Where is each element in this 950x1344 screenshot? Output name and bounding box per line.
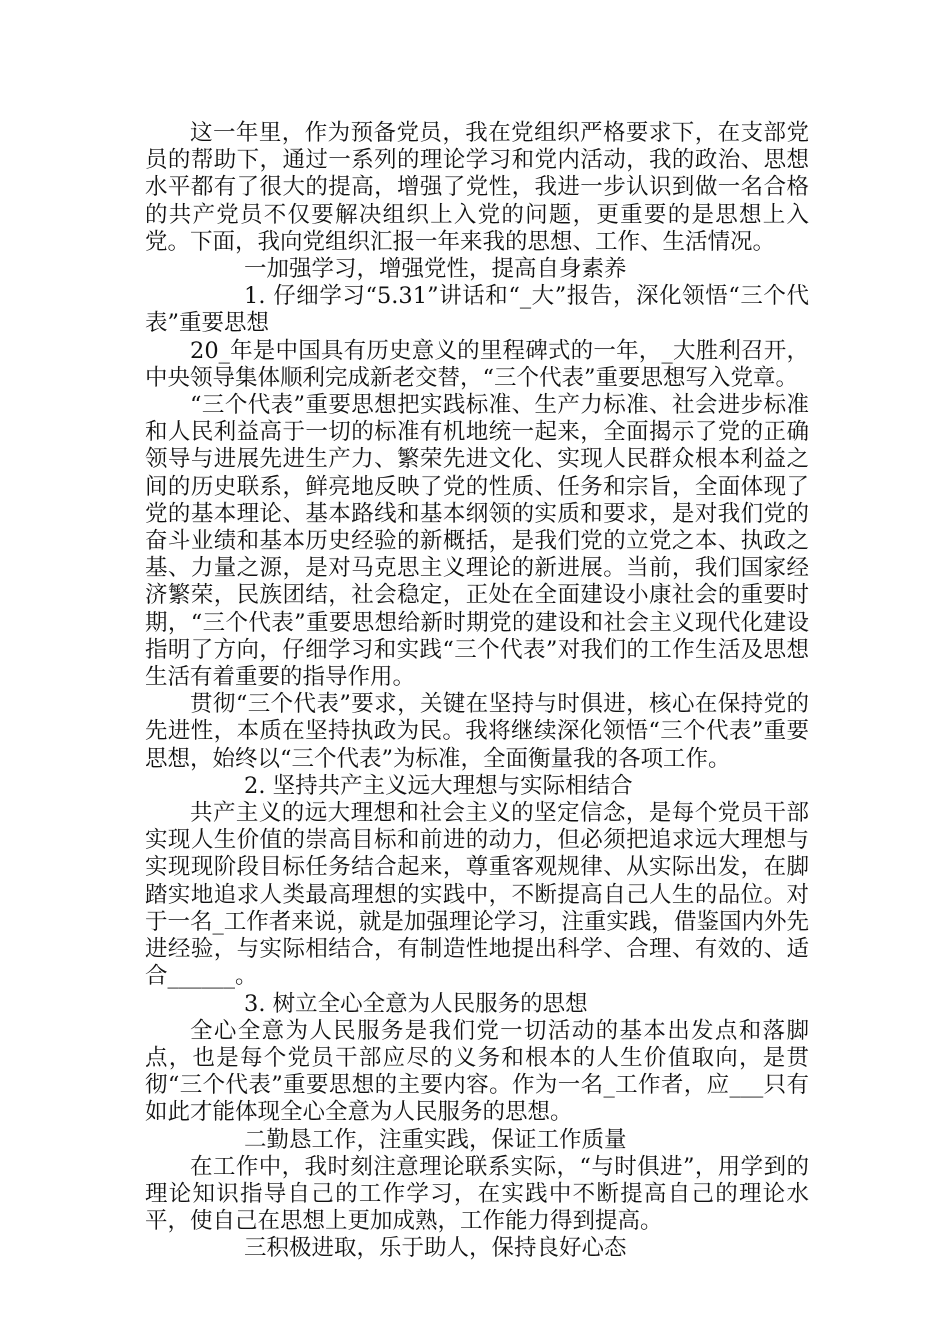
section-heading-2: 二勤恳工作，注重实践，保证工作质量	[244, 1126, 627, 1153]
section-heading-3: 三积极进取，乐于助人，保持良好心态	[244, 1235, 627, 1262]
paragraph-intro: 这一年里，作为预备党员，我在党组织严格要求下，在支部党员的帮助下，通过一系列的理论学习和党内活动，我的政治、思想水平都有了很大的提高，增强了党性，我进一步认识到做一名合格的共产党员不仅要解决组织上入党的问题，更重要的是思想上入党。下面，我向党组织汇报一年来我的思想、工作、生活情况。	[145, 120, 809, 255]
paragraph: 全心全意为人民服务是我们党一切活动的基本出发点和落脚点，也是每个党员干部应尽的义务和根本的人生价值取向，是贯彻“三个代表”重要思想的主要内容。作为一名_工作者，应___只有如此才能体现全心全意为人民服务的思想。	[145, 1017, 809, 1126]
paragraph: 共产主义的远大理想和社会主义的坚定信念，是每个党员干部实现人生价值的崇高目标和前进的动力，但必须把追求远大理想与实现现阶段目标任务结合起来，尊重客观规律、从实际出发，在脚踏实地追求人类最高理想的实践中，不断提高自己人生的品位。对于一名_工作者来说，就是加强理论学习，注重实践，借鉴国内外先进经验，与实际相结合，有制造性地提出科学、合理、有效的、适合______。	[145, 800, 809, 990]
paragraph: 20_年是中国具有历史意义的里程碑式的一年，_大胜利召开，中央领导集体顺利完成新老交替，“三个代表”重要思想写入党章。	[145, 337, 809, 391]
document-body	[145, 120, 809, 1263]
paragraph: 贯彻“三个代表”要求，关键在坚持与时俱进，核心在保持党的先进性，本质在坚持执政为民。我将继续深化领悟“三个代表”重要思想，始终以“三个代表”为标准，全面衡量我的各项工作。	[145, 691, 809, 772]
subheading-3: 3. 树立全心全意为人民服务的思想	[244, 990, 588, 1017]
paragraph: “三个代表”重要思想把实践标准、生产力标准、社会进步标准和人民利益高于一切的标准有机地统一起来，全面揭示了党的正确领导与进展先进生产力、繁荣先进文化、实现人民群众根本利益之间的历史联系，鲜亮地反映了党的性质、任务和宗旨，全面体现了党的基本理论、基本路线和基本纲领的实质和要求，是对我们党的奋斗业绩和基本历史经验的新概括，是我们党的立党之本、执政之基、力量之源，是对马克思主义理论的新进展。当前，我们国家经济繁荣，民族团结，社会稳定，正处在全面建设小康社会的重要时期，“三个代表”重要思想给新时期党的建设和社会主义现代化建设指明了方向，仔细学习和实践“三个代表”对我们的工作生活及思想生活有着重要的指导作用。	[145, 392, 809, 691]
subheading-2: 2. 坚持共产主义远大理想与实际相结合	[244, 772, 633, 799]
subheading-1: 1. 仔细学习“5.31”讲话和“_大”报告，深化领悟“三个代表”重要思想	[145, 283, 809, 337]
section-heading-1: 一加强学习，增强党性，提高自身素养	[244, 256, 627, 283]
paragraph: 在工作中，我时刻注意理论联系实际，“与时俱进”，用学到的理论知识指导自己的工作学习，在实践中不断提高自己的理论水平，使自己在思想上更加成熟，工作能力得到提高。	[145, 1153, 809, 1235]
